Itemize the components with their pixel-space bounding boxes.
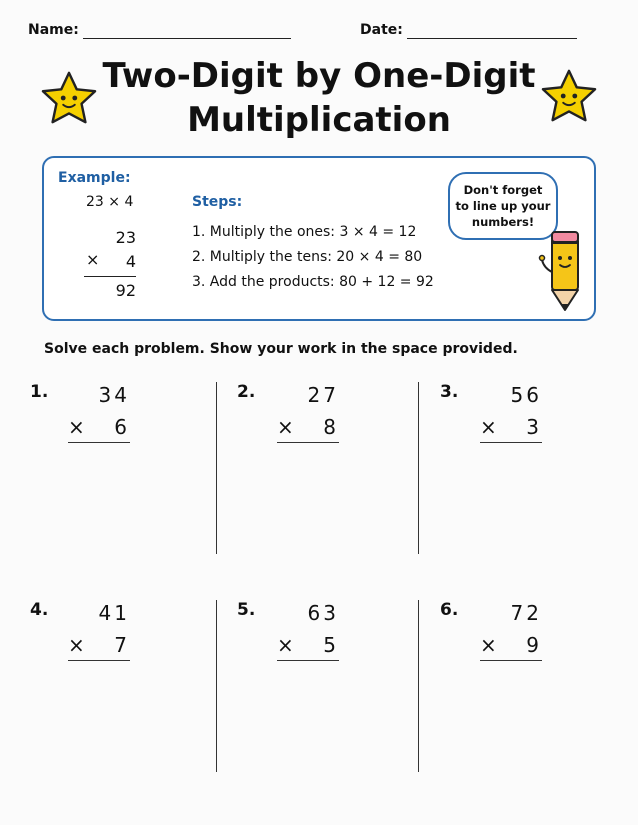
problem-top: 72 [510,601,542,625]
step-item: 3. Add the products: 80 + 12 = 92 [192,274,434,290]
tip-line: numbers! [471,215,535,229]
example-operator: × [86,250,100,269]
problem-bottom: 9 [526,633,542,657]
problem-bottom: 3 [526,415,542,439]
date-label: Date: [360,22,403,38]
problem-stack [480,600,542,661]
problem-bottom-row [277,412,339,442]
problem-number: 6. [440,600,459,620]
problem-bottom-row [68,630,130,660]
problem-top: 56 [510,383,542,407]
example-bottom: 4 [125,252,136,271]
problem-1 [30,382,180,472]
problem-bottom: 8 [323,415,339,439]
problem-top: 63 [307,601,339,625]
example-rule [84,276,136,277]
problem-number: 3. [440,382,459,402]
answer-rule[interactable] [480,442,542,443]
pencil-icon [534,226,594,316]
problem-top: 41 [98,601,130,625]
steps-label: Steps: [192,194,243,210]
example-problem: 23 × 4 [86,194,134,210]
example-answer: 92 [115,281,136,300]
steps-list [192,220,434,295]
answer-rule[interactable] [480,660,542,661]
name-label: Name: [28,22,79,38]
problem-top: 34 [98,383,130,407]
problem-2 [237,382,387,472]
example-top: 23 [115,228,136,247]
answer-rule[interactable] [277,660,339,661]
times-operator: × [68,415,85,439]
name-line[interactable] [83,22,291,39]
problem-number: 1. [30,382,49,402]
times-operator: × [277,415,294,439]
star-icon [40,70,98,126]
problem-number: 2. [237,382,256,402]
step-item: 1. Multiply the ones: 3 × 4 = 12 [192,224,417,240]
column-divider [418,382,419,554]
column-divider [216,382,217,554]
example-box [42,156,596,321]
example-label: Example: [58,170,131,186]
problem-5 [237,600,387,690]
problem-stack [277,382,339,443]
times-operator: × [68,633,85,657]
problem-stack [68,600,130,661]
problem-stack [277,600,339,661]
problem-bottom-row [480,630,542,660]
problem-top: 27 [307,383,339,407]
problem-bottom-row [277,630,339,660]
times-operator: × [277,633,294,657]
instructions: Solve each problem. Show your work in the space provided. [44,341,518,357]
problem-bottom: 5 [323,633,339,657]
problem-number: 5. [237,600,256,620]
title-line-1: Two-Digit by One-Digit [102,56,536,96]
example-stack [84,226,136,303]
problem-bottom: 7 [114,633,130,657]
step-item: 2. Multiply the tens: 20 × 4 = 80 [192,249,423,265]
problem-bottom-row [68,412,130,442]
problem-bottom: 6 [114,415,130,439]
answer-rule[interactable] [68,660,130,661]
problem-3 [440,382,590,472]
page-title [100,54,538,142]
times-operator: × [480,415,497,439]
problem-bottom-row [480,412,542,442]
tip-line: to line up your [455,199,551,213]
problem-number: 4. [30,600,49,620]
column-divider [216,600,217,772]
name-field[interactable] [28,22,291,39]
title-line-2: Multiplication [187,100,451,140]
answer-rule[interactable] [277,442,339,443]
date-field[interactable] [360,22,577,39]
problem-4 [30,600,180,690]
answer-rule[interactable] [68,442,130,443]
times-operator: × [480,633,497,657]
problem-6 [440,600,590,690]
date-line[interactable] [407,22,577,39]
problem-stack [68,382,130,443]
tip-line: Don't forget [463,183,543,197]
column-divider [418,600,419,772]
problem-stack [480,382,542,443]
star-icon [540,68,598,124]
